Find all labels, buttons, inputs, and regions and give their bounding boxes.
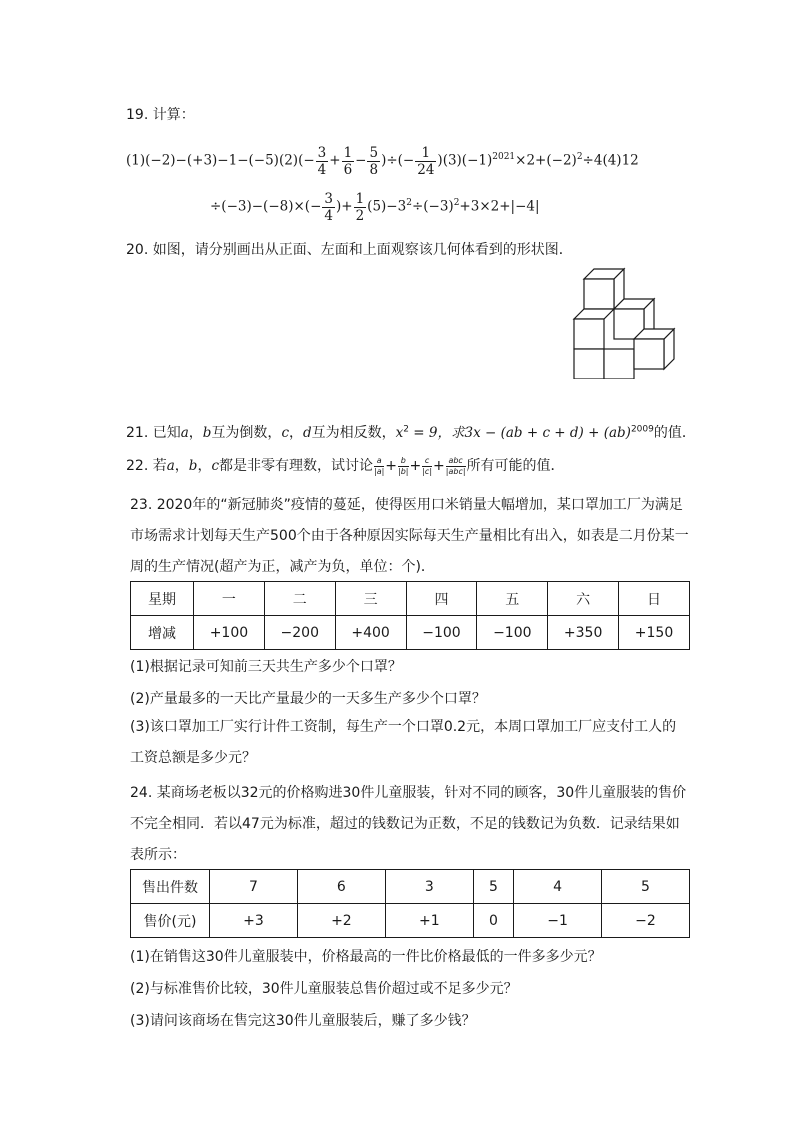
cube-bottom-2 [604, 349, 634, 379]
table-cell: 7 [210, 870, 298, 904]
table-cell: 4 [514, 870, 602, 904]
table-cell: 售价(元) [131, 904, 210, 938]
q23-intro: 23. 2020年的“新冠肺炎”疫情的蔓延，使得医用口米销量大幅增加，某口罩加工厂为满足市场需求计划每天生产500个由于各种原因实际每天生产量相比有出入，如表是二月份某一周的生产情况(超产为正，减产为负，单位：个)． [130, 497, 689, 575]
fraction: $\frac{3}{4}$ [317, 144, 327, 178]
fraction: $\frac{5}{8}$ [369, 144, 379, 178]
q24-sub2: (2)与标准售价比较，30件儿童服装总售价超过或不足多少元？ [130, 981, 518, 997]
q19-title: 19. 计算： [126, 107, 195, 123]
table-cell: +400 [335, 616, 406, 650]
table-cell: 增减 [131, 616, 194, 650]
fraction: $\frac{3}{4}$ [324, 190, 333, 224]
table-cell: 售出件数 [131, 870, 210, 904]
table-cell: +2 [297, 904, 385, 938]
table-cell: 三 [335, 582, 406, 616]
cube-figure [570, 267, 690, 379]
table-cell: −2 [602, 904, 690, 938]
table-cell: 四 [406, 582, 477, 616]
q23-sub3: (3)该口罩加工厂实行计件工资制，每生产一个口罩0.2元，本周口罩加工厂应支付工人的工资总额是多少元？ [130, 719, 677, 766]
table-cell: 日 [619, 582, 690, 616]
q22-text: 22. 若a，b，c都是非零有理数，试讨论 $\frac{a}{|a|}$ + $\frac{b}{|b|}$ + $\frac{c}{|c|}$ + abc |abc| 所有可能的值． [126, 455, 565, 476]
table-cell: 五 [477, 582, 548, 616]
cube-bottom-1 [574, 349, 604, 379]
q19-line2: ÷(−3)−(−8)×(− $\frac{3}{4}$ )+ $\frac{1}{2}$ $(5)-3^2\div(-3)^2+3\times 2+|-4|$ [210, 190, 540, 224]
q23-table [130, 581, 690, 650]
table-cell: 6 [297, 870, 385, 904]
q19-line1: (1)(−2)−(+3)−1−(−5)(2)(− $\frac{3}{4}$ + $\frac{1}{6}$ − $\frac{5}{8}$ )÷(− $\frac{1}{24}$ )$(3)(-1)^{2021}\times 2+(-2)^2\div 4(4)12$ [126, 144, 639, 178]
table-cell: +3 [210, 904, 298, 938]
q20-text: 20. 如图，请分别画出从正面、左面和上面观察该几何体看到的形状图． [126, 242, 573, 258]
q24-table [130, 869, 690, 938]
table-cell: 5 [602, 870, 690, 904]
q24-sub3: (3)请问该商场在售完这30件儿童服装后，赚了多少钱？ [130, 1013, 476, 1029]
table-cell: +150 [619, 616, 690, 650]
table-cell: 星期 [131, 582, 194, 616]
table-cell: 二 [264, 582, 335, 616]
cube-bottom-3 [634, 339, 664, 369]
table-cell: +350 [548, 616, 619, 650]
fraction: $\frac{1}{6}$ [343, 144, 353, 178]
table-cell: 3 [385, 870, 473, 904]
table-cell: +100 [194, 616, 265, 650]
q23-sub2: (2)产量最多的一天比产量最少的一天多生产多少个口罩？ [130, 691, 486, 707]
q24-sub1: (1)在销售这30件儿童服装中，价格最高的一件比价格最低的一件多多少元？ [130, 949, 602, 965]
q21-text: 21. 已知a，b互为倒数，c，d互为相反数，$x^2 = 9$，求3x − (ab + c + d) + (ab)$^{2009}$的值． [126, 424, 696, 441]
table-cell: 5 [473, 870, 513, 904]
table-cell: 六 [548, 582, 619, 616]
table-cell: −200 [264, 616, 335, 650]
table-cell: −100 [406, 616, 477, 650]
table-cell: −100 [477, 616, 548, 650]
table-cell: 0 [473, 904, 513, 938]
q23-sub1: (1)根据记录可知前三天共生产多少个口罩？ [130, 659, 402, 675]
table-cell: −1 [514, 904, 602, 938]
fraction: $\frac{1}{2}$ [355, 190, 365, 224]
fraction: $\frac{1}{24}$ [417, 144, 435, 178]
table-cell: 一 [194, 582, 265, 616]
q24-intro: 24. 某商场老板以32元的价格购进30件儿童服装，针对不同的顾客，30件儿童服装的售价不完全相同．若以47元为标准，超过的钱数记为正数，不足的钱数记为负数．记录结果如表所示： [130, 785, 687, 863]
table-cell: +1 [385, 904, 473, 938]
